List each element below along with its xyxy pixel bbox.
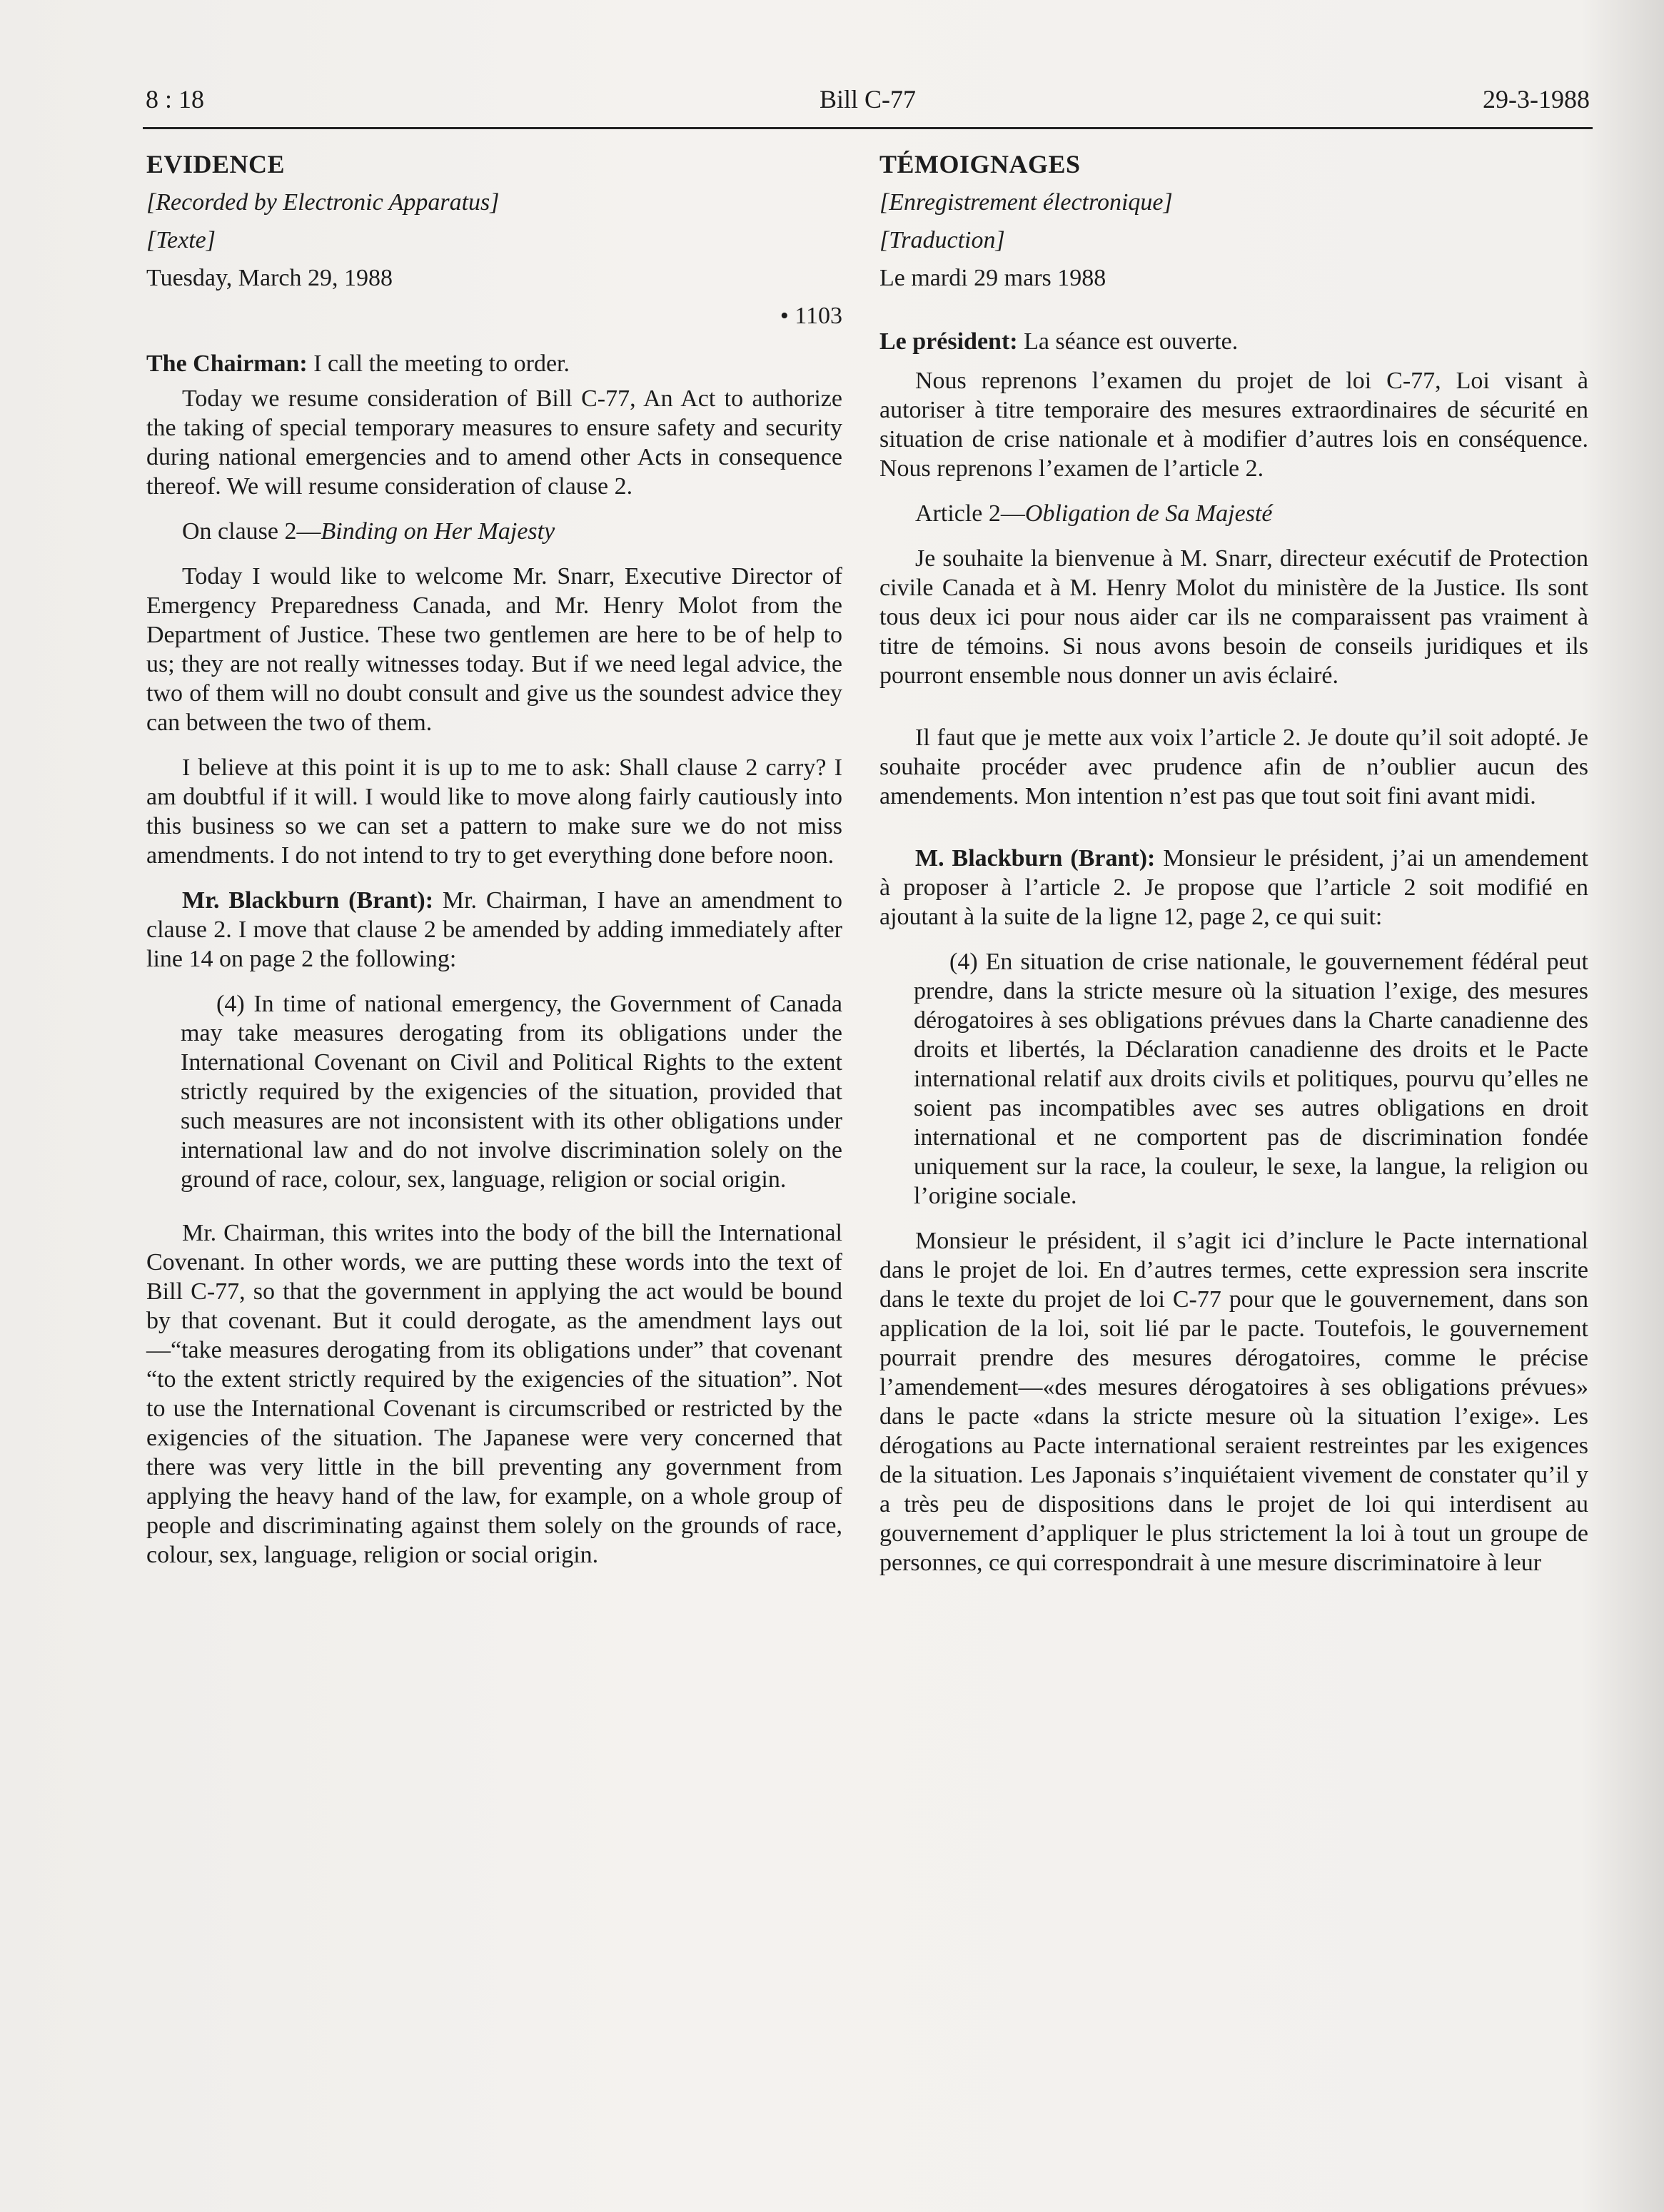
bill-title: Bill C-77: [819, 85, 917, 113]
running-header: [143, 84, 1593, 129]
paragraph-blackburn-en: Mr. Blackburn (Brant): Mr. Chairman, I have an amendment to clause 2. I move that clause 2 be amended by adding immediately after line 14 on page 2 the following:: [146, 887, 843, 972]
paragraph-chairman-opening-fr: Le président: La séance est ouverte.: [879, 328, 1239, 355]
paragraph-blackburn-fr: M. Blackburn (Brant): Monsieur le président, j’ai un amendement à proposer à l’article 2. Je propose que l’article 2 soit modifié en ajoutant à la suite de la ligne 12, page 2, ce qui suit:: [879, 845, 1588, 930]
speaker-name: M. Blackburn (Brant):: [915, 845, 1156, 872]
source-note-fr: [Traduction]: [879, 227, 1005, 253]
recording-note-en: [Recorded by Electronic Apparatus]: [146, 189, 500, 216]
speaker-name: Le président:: [879, 328, 1018, 355]
english-column: [146, 150, 842, 1585]
speaker-name: Mr. Blackburn (Brant):: [182, 887, 434, 914]
page-number: 8 : 18: [146, 85, 205, 113]
amendment-quote-en: (4) In time of national emergency, the Government of Canada may take measures derogating from its obligations under the International Covenant on Civil and Political Rights to the extent strictly required by the exigencies of the situation, provided that such measures are not inconsistent with its other obligations under international law and do not involve discrimination solely on the ground of race, colour, sex, language, religion or social origin.: [181, 991, 842, 1193]
paragraph-explanation-en: Mr. Chairman, this writes into the body of the bill the International Covenant. In other words, we are putting these words into the text of Bill C-77, so that the government in applying the act would be bound by that covenant. But it could derogate, as the amendment lays out—“take measures derogating from its obligations under” that covenant “to the extent strictly required by the exigencies of the situation”. Not to use the International Covenant is circumscribed or restricted by the exigencies of the situation. The Japanese were very concerned that there was very little in the bill preventing any government from applying the heavy hand of the law, for example, on a whole group of people and discriminating against them solely on the grounds of race, colour, sex, language, religion or social origin.: [146, 1220, 842, 1568]
speaker-name: The Chairman:: [146, 350, 308, 377]
paragraph-shall-carry-en: I believe at this point it is up to me to ask: Shall clause 2 carry? I am doubtful if it will. I would like to move along fairly cautiously into this business so we can set a pattern to make sure we do not miss amendments. I do not intend to try to get everything done before noon.: [146, 754, 842, 869]
french-column: [879, 150, 1588, 1593]
paragraph-shall-carry-fr: Il faut que je mette aux voix l’article 2. Je doute qu’il soit adopté. Je souhaite procéder avec prudence afin de n’oublier aucun des amendements. Mon intention n’est pas que tout soit fini avant midi.: [879, 724, 1588, 809]
amendment-quote-fr: (4) En situation de crise nationale, le gouvernement fédéral peut prendre, dans la stricte mesure où la situation l’exige, des mesures dérogatoires à ses obligations prévues dans la Charte canadienne des droits et libertés, la Déclaration canadienne des droits et le Pacte international relatif aux droits civils et politiques, pourvu qu’elles ne soient pas incompatibles avec ses autres obligations en droit international et ne comportent pas de discrimination fondée uniquement sur la race, la couleur, le sexe, la langue, la religion ou l’origine sociale.: [914, 949, 1588, 1209]
paragraph-chairman-opening-en: The Chairman: I call the meeting to order.: [146, 350, 570, 377]
paragraph-resume-fr: Nous reprenons l’examen du projet de loi C-77, Loi visant à autoriser à titre temporaire des mesures extraordinaires de sécurité en situation de crise nationale et à modifier d’autres lois en conséquence. Nous reprenons l’examen de l’article 2.: [879, 368, 1588, 482]
paragraph-welcome-fr: Je souhaite la bienvenue à M. Snarr, directeur exécutif de Protection civile Canada et à M. Henry Molot du ministère de la Justice. Ils sont tous deux ici pour nous aider car ils ne comparaissent pas vraiment à titre de témoins. Si nous avons besoin de conseils juridiques et ils pourront ensemble nous donner un avis éclairé.: [879, 545, 1588, 689]
header-date: 29-3-1988: [1483, 85, 1590, 113]
source-note-en: [Texte]: [146, 227, 216, 253]
time-stamp: • 1103: [780, 303, 842, 329]
clause-heading-en: On clause 2—Binding on Her Majesty: [182, 518, 555, 545]
paragraph-welcome-en: Today I would like to welcome Mr. Snarr, Executive Director of Emergency Preparedness Canada, and Mr. Henry Molot from the Department of Justice. These two gentlemen are here to be of help to us; they are not really witnesses today. But if we need legal advice, the two of them will no doubt consult and give us the soundest advice they can between the two of them.: [146, 563, 842, 736]
meeting-date-fr: Le mardi 29 mars 1988: [879, 265, 1106, 291]
meeting-date-en: Tuesday, March 29, 1988: [146, 265, 393, 291]
recording-note-fr: [Enregistrement électronique]: [879, 189, 1173, 216]
section-heading-fr: TÉMOIGNAGES: [879, 150, 1081, 178]
section-heading-en: EVIDENCE: [146, 150, 286, 178]
paragraph-explanation-fr: Monsieur le président, il s’agit ici d’inclure le Pacte international dans le projet de loi. En d’autres termes, cette expression sera inscrite dans le texte du projet de loi C-77 pour que le gouvernement, dans son application de la loi, soit lié par le pacte. Toutefois, le gouvernement pourrait prendre des mesures dérogatoires, comme le précise l’amendement—«des mesures dérogatoires à ses obligations prévues» dans le pacte «dans la stricte mesure où la situation l’exige». Les dérogations au Pacte international seraient restreintes par les exigences de la situation. Les Japonais s’inquiétaient vivement de constater qu’il y a très peu de dispositions dans le projet de loi qui interdisent au gouvernement d’appliquer le plus strictement la loi à tout un groupe de personnes, ce qui correspondrait à une mesure discriminatoire à leur: [879, 1228, 1588, 1576]
clause-heading-fr: Article 2—Obligation de Sa Majesté: [915, 500, 1273, 527]
paragraph-resume-en: Today we resume consideration of Bill C-77, An Act to authorize the taking of special temporary measures to ensure safety and security during national emergencies and to amend other Acts in consequence thereof. We will resume consideration of clause 2.: [146, 385, 842, 500]
